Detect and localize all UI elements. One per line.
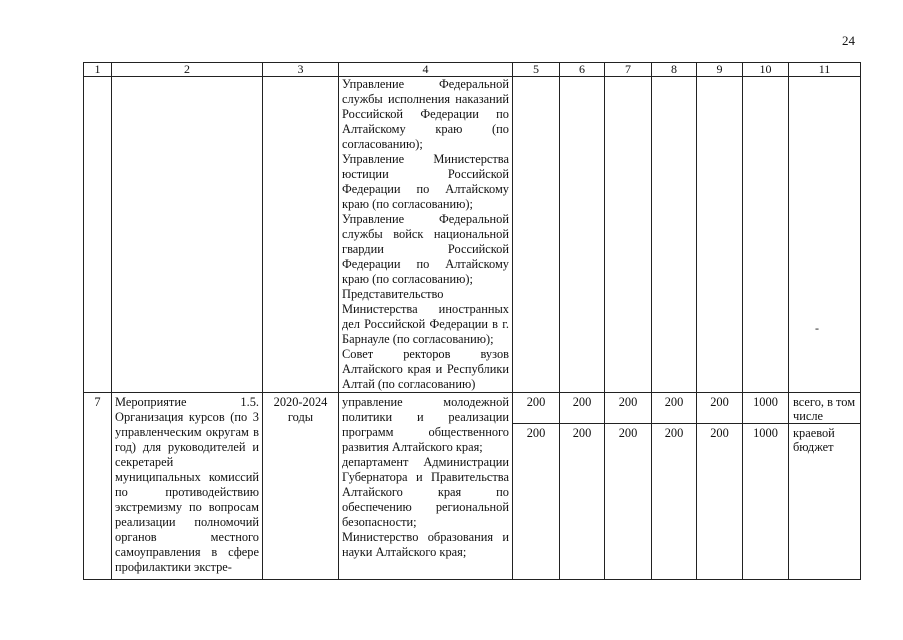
column-number-row [84, 63, 861, 77]
funding-label: всего, в том числе [789, 393, 861, 424]
executors-cell [339, 77, 513, 393]
total-value: 200 [652, 393, 697, 424]
col-header: 10 [743, 63, 789, 77]
regional-value: 200 [652, 424, 697, 580]
col-header: 3 [263, 63, 339, 77]
table-row-7-total [84, 393, 861, 424]
col-header: 11 [789, 63, 861, 77]
regional-value: 200 [697, 424, 743, 580]
row-number: 7 [84, 393, 112, 580]
col-header: 5 [513, 63, 560, 77]
total-value: 1000 [743, 393, 789, 424]
col-header: 8 [652, 63, 697, 77]
executor-item: Совет ректоров вузов Алтайского края и Республики Алтай (по согласованию) [342, 347, 509, 391]
stray-mark: - [815, 321, 819, 335]
total-value: 200 [560, 393, 605, 424]
col-header: 2 [112, 63, 263, 77]
program-table [83, 62, 861, 580]
executor-item: Представительство Министерства иностранных дел Российской Федерации в г. Барнауле (по согласованию); [342, 287, 509, 346]
executors-cell [339, 393, 513, 580]
col-header: 1 [84, 63, 112, 77]
executor-item: Управление Министерства юстиции Российской Федерации по Алтайскому краю (по согласованию); [342, 152, 509, 211]
executor-item: Министерство образования и науки Алтайского края; [342, 530, 509, 559]
total-value: 200 [605, 393, 652, 424]
funding-label: краевой бюджет [789, 424, 861, 580]
col-header: 6 [560, 63, 605, 77]
regional-value: 200 [513, 424, 560, 580]
executor-item: департамент Администрации Губернатора и Правительства Алтайского края по обеспечению региональной безопасности; [342, 455, 509, 529]
col-header: 7 [605, 63, 652, 77]
regional-value: 200 [605, 424, 652, 580]
executor-item: Управление Федеральной службы исполнения наказаний Российской Федерации по Алтайскому краю (по согласованию); [342, 77, 509, 151]
col-header: 4 [339, 63, 513, 77]
col-header: 9 [697, 63, 743, 77]
executor-item: управление молодежной политики и реализации программ общественного развития Алтайского края; [342, 395, 509, 454]
event-description: Мероприятие 1.5. Организация курсов (по 3 управленческим округам в год) для руководителей и секретарей муниципальных комиссий по противодействию экстремизму по вопросам реализации полномочий органов местного самоуправления в сфере профилактики экстре- [112, 393, 263, 580]
executor-item: Управление Федеральной службы войск национальной гвардии Российской Федерации по Алтайскому краю (по согласованию); [342, 212, 509, 286]
regional-value: 200 [560, 424, 605, 580]
regional-value: 1000 [743, 424, 789, 580]
table-row-continued [84, 77, 861, 393]
years-cell: 2020-2024 годы [263, 393, 339, 580]
page-number: 24 [842, 33, 855, 48]
total-value: 200 [513, 393, 560, 424]
total-value: 200 [697, 393, 743, 424]
